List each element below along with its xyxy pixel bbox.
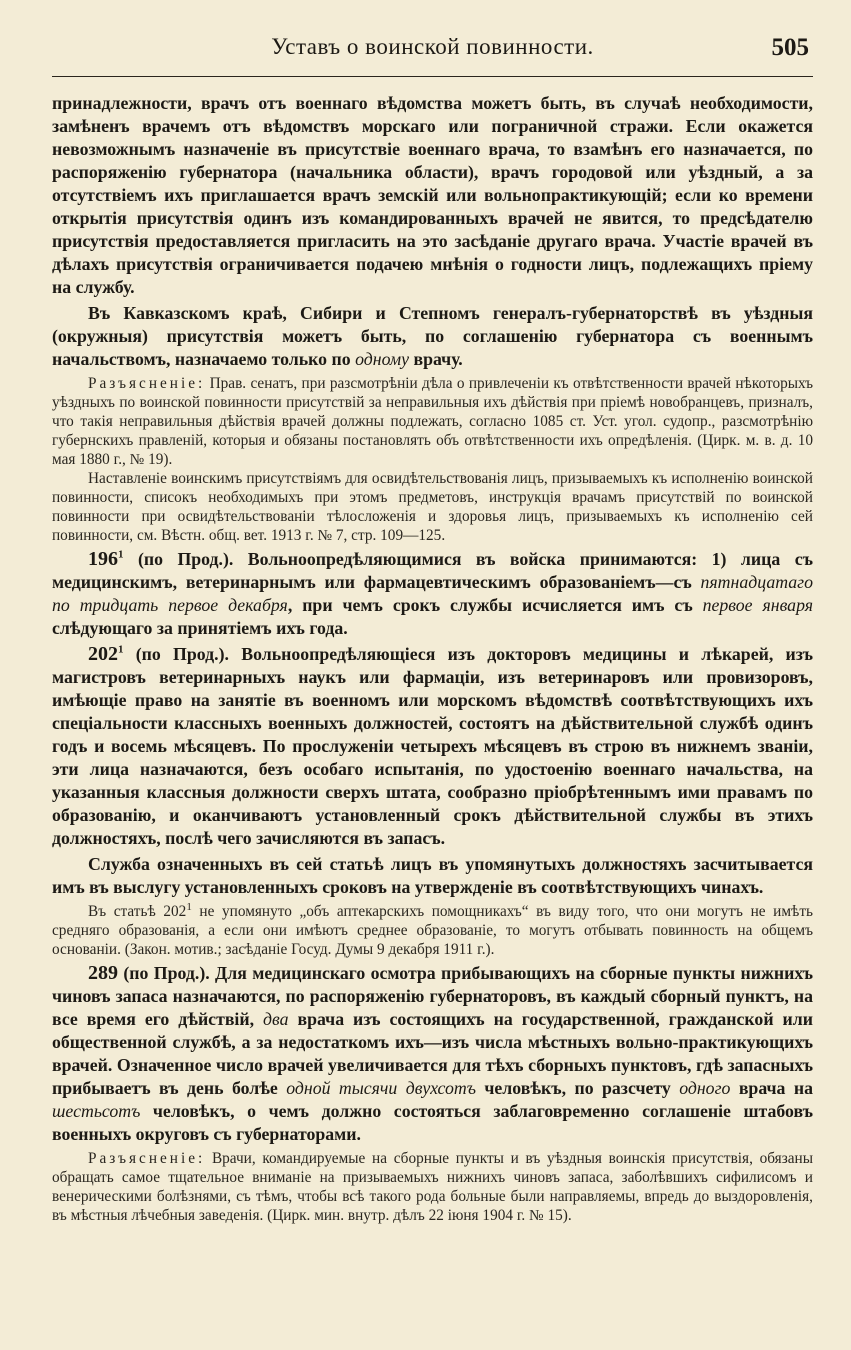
article-number: 289	[88, 962, 118, 984]
page-header	[52, 34, 813, 74]
paragraph-continuation: принадлежности, врачъ отъ военнаго вѣдомства можетъ быть, въ случаѣ необходимости, замѣненъ врачемъ отъ вѣдомствъ морскаго или пограничной стражи. Если окажется невозможнымъ назначенiе въ присутствiе военнаго врача, то взамѣнъ его назначается, по распоряженiю губернатора (начальника области), врачъ городовой или уѣздный, а за отсутствiемъ ихъ приглашается врачъ земскiй или вольнопрактикующiй; если ко времени открытiя присутствiя одинъ изъ командированныхъ врачей не явится, то предсѣдателю присутствiя предоставляется пригласить на это засѣданiе другаго врача. Участiе врачей въ дѣлахъ присутствiя ограничивается подачею мнѣнiя о годности лицъ, подлежащихъ прiему на службу.	[52, 93, 813, 297]
note-label: Разъясненiе:	[88, 1150, 206, 1167]
running-title: Уставъ о воинской повинности.	[271, 34, 594, 59]
paragraph-service-count: Служба означенныхъ въ сей статьѣ лицъ въ упомянутыхъ должностяхъ засчитывается имъ въ выслугу установленныхъ сроковъ на утвержденiе въ соотвѣтствующихъ чинахъ.	[52, 854, 813, 897]
article-number: $202^1$	[88, 643, 124, 665]
legislative-note: Въ статьѣ $202^1$ не упомянуто „объ аптекарскихъ помощникахъ“ въ виду того, что они могутъ не имѣть средняго образованiя, а если они имѣютъ среднее образованiе, то могутъ отбывать повинность на общемъ основанiи. (Закон. мотив.; засѣданiе Госуд. Думы 9 декабря 1911 г.).	[52, 900, 814, 958]
page-number: 505	[771, 34, 809, 61]
emphasis-one: одному	[355, 349, 410, 369]
article-196-1: $196^1$ (по Прод.). Вольноопредѣляющимися въ войска принимаются: 1) лица съ медицинскимъ, ветеринарнымъ или фармацевтическимъ образованiемъ—съ пятнадцатаго по тридцать первое декабря, при чемъ срокъ службы исчисляется имъ съ первое января слѣдующаго за принятiемъ ихъ года.	[52, 548, 813, 638]
article-number: $196^1$	[88, 548, 124, 570]
paragraph-caucasus: Въ Кавказскомъ краѣ, Сибири и Степномъ генералъ-губернаторствѣ въ уѣздныя (окружныя) присутствiя можетъ быть, по соглашенiю губернатора съ военнымъ начальствомъ, назначаемо только по одному врачу.	[52, 303, 813, 369]
article-202-1: $202^1$ (по Прод.). Вольноопредѣляющiеся изъ докторовъ медицины и лѣкарей, изъ магистровъ ветеринарныхъ наукъ или фармацiи, изъ ветеринаровъ или провизоровъ, имѣющiе право на занятiе въ военномъ или морскомъ вѣдомствѣ соотвѣтствующихъ ихъ спецiальности классныхъ военныхъ должностей, состоятъ на дѣйствительной службѣ одинъ годъ и восемь мѣсяцевъ. По прослуженiи четырехъ мѣсяцевъ въ строю въ нижнемъ званiи, эти лица назначаются, безъ особаго испытанiя, по удостоенiю военнаго начальства, на указанныя классныя должности сверхъ штата, сообразно прiобрѣтеннымъ ими правамъ по образованiю, и оканчиваютъ установленный срокъ дѣйствительной службы въ этихъ должностяхъ, послѣ чего зачисляются въ запасъ.	[52, 643, 813, 848]
instruction-note: Наставленiе воинскимъ присутствiямъ для освидѣтельствованiя лицъ, призываемыхъ къ исполненiю воинской повинности, списокъ необходимыхъ при этомъ предметовъ, инструкцiя врачамъ присутствiй по воинской повинности при освидѣтельствованiи тѣлосложенiя и здоровья лицъ, призываемыхъ къ исполненiю сей повинности, см. Вѣстн. общ. вет. 1913 г. № 7, стр. 109—125.	[52, 470, 813, 544]
article-289: 289 (по Прод.). Для медицинскаго осмотра прибывающихъ на сборные пункты нижнихъ чиновъ запаса назначаются, по распоряженiю губернаторовъ, въ каждый сборный пунктъ, на все время его дѣйствiй, два врача изъ состоящихъ на государственной, гражданской или общественной службѣ, а за недостаткомъ ихъ—изъ числа мѣстныхъ вольно-практикующихъ врачей. Означенное число врачей увеличивается для тѣхъ сборныхъ пунктовъ, гдѣ запасныхъ прибываетъ въ день болѣе одной тысячи двухсотъ человѣкъ, по разсчету одного врача на шестьсотъ человѣкъ, о чемъ должно состояться заблаговременно соглашенiе штабовъ военныхъ округовъ съ губернаторами.	[52, 962, 814, 1144]
explanation-note-2: Разъясненiе: Врачи, командируемые на сборные пункты и въ уѣздныя воинскiя присутствiя, обязаны обращать самое тщательное вниманiе на призываемыхъ нижнихъ чиновъ запаса, заболѣвшихъ сифилисомъ и венерическими болѣзнями, съ тѣмъ, чтобы всѣ такого рода больные были направляемы, впредь до выздоровленiя, въ мѣстныя лѣчебныя заведенiя. (Цирк. мин. внутр. дѣлъ 22 iюня 1904 г. № 15).	[52, 1150, 813, 1224]
explanation-note-1: Разъясненiе: Прав. сенатъ, при разсмотрѣнiи дѣла о привлеченiи къ отвѣтственности врачей нѣкоторыхъ уѣздныхъ по воинской повинности присутствiй за неправильныя ихъ дѣйствiя при прiемѣ новобранцевъ, призналъ, что такiя неправильныя дѣйствiя врачей должны подлежать, согласно 1085 ст. Уст. угол. судопр., разсмотрѣнiю губернскихъ правленiй, которыя и обязаны постановлять объ отвѣтственности ихъ опредѣленiя. (Цирк. м. в. д. 10 мая 1880 г., № 19).	[52, 375, 813, 468]
page-body	[52, 92, 813, 1225]
header-rule	[52, 76, 813, 77]
note-label: Разъясненiе:	[88, 375, 206, 392]
